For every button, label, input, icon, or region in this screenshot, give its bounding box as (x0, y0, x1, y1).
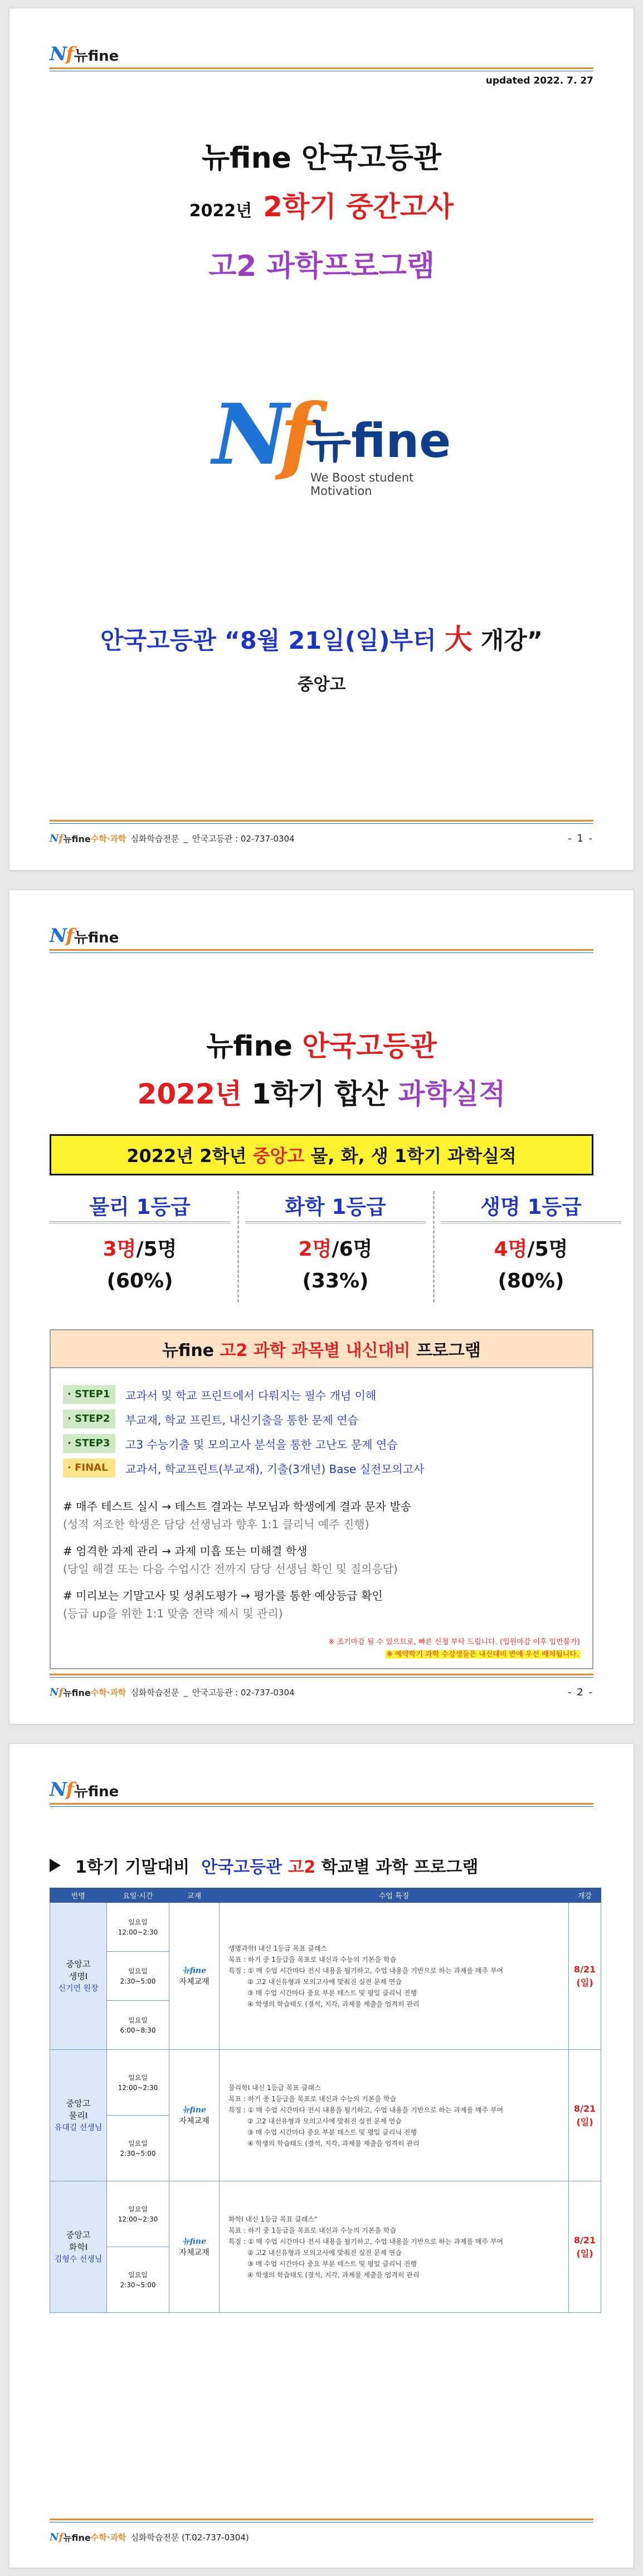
col-class: 반명 (50, 1888, 107, 1903)
step-1 (63, 1384, 376, 1405)
desc-item: ② 고2 내신유형과 모의고사에 맞춰진 실전 문제 연습 (247, 2248, 402, 2257)
brand-word-large: 뉴fine (306, 414, 451, 468)
table-row (50, 2050, 601, 2116)
time-cell (107, 2001, 169, 2050)
footer (50, 2529, 593, 2545)
class-subject: 화학Ⅰ (69, 2242, 88, 2252)
step-text: 부교재, 학교 프린트, 내신기출을 통한 문제 연습 (125, 1413, 358, 1427)
footer (50, 1684, 593, 1700)
footer-tagline: 심화학습전문 (130, 833, 179, 844)
schedule-title-grade: 고2 (288, 1858, 316, 1877)
book-name: 자체교재 (179, 1977, 210, 1986)
header-rule-blue (50, 1806, 593, 1807)
desc-item: ② 고2 내신유형과 모의고사에 맞춰진 실전 문제 연습 (247, 2117, 402, 2125)
schedule-table (50, 1888, 601, 2313)
desc-head: 생명과학Ⅰ 내신 1등급 목표 클래스 (228, 1944, 328, 1952)
stat-total: /5명 (136, 1238, 177, 1261)
stat-total: /6명 (332, 1238, 373, 1261)
logo-word: 뉴fine (74, 1783, 119, 1800)
time-range: 2:30~5:00 (120, 2281, 156, 2289)
book-name: 자체교재 (179, 2116, 210, 2126)
footer-contact: 안국고등관 : 02-737-0304 (192, 1687, 295, 1698)
class-school: 중앙고 (66, 1958, 91, 1969)
step-tag: · STEP3 (63, 1434, 115, 1453)
warning-early-close: ※ 조기마감 될 수 있으므로, 빠른 신청 부탁 드립니다. (입원마감 이후 입반불가) (328, 1638, 580, 1646)
footer-logo-word: 뉴fine (63, 2532, 91, 2543)
note-sub: (성적 저조한 학생은 담당 선생님과 향후 1:1 클리닉 예주 진행) (63, 1518, 369, 1531)
banner-school: 중앙고 (252, 1145, 305, 1167)
updated-date: updated 2022. 7. 27 (485, 75, 593, 86)
stat-hit: 4명 (494, 1238, 528, 1261)
step-2 (63, 1408, 358, 1430)
footer-rule (50, 2519, 593, 2520)
schedule-title-post: 학교별 과학 프로그램 (321, 1858, 479, 1877)
time-cell (107, 2116, 169, 2181)
open-day: (일) (576, 2116, 593, 2127)
open-date: 8/21 (573, 2234, 596, 2246)
desc-item: ③ 매 수업 시간마다 중요 부분 테스트 및 평일 클리닉 진행 (247, 2128, 417, 2136)
desc-item: ④ 학생의 학습태도 (결석, 지각, 과제물 제출을 엄격히 관리 (247, 2271, 420, 2279)
time-day: 일요일 (128, 2139, 148, 2147)
time-cell (107, 1903, 169, 1952)
stat-subject: 화학 1등급 (245, 1191, 426, 1223)
page-number: - 2 - (568, 1686, 593, 1698)
time-range: 12:00~2:30 (118, 2083, 158, 2092)
note-homework (63, 1542, 398, 1578)
time-day: 일요일 (128, 2205, 148, 2213)
col-time: 요일·시간 (107, 1888, 169, 1903)
class-school: 중앙고 (66, 2098, 91, 2108)
footer-subject: 수학·과학 (90, 2532, 126, 2543)
book-logo: 뉴fine (182, 1966, 206, 1975)
stat-divider (433, 1191, 435, 1302)
schedule-title-pre: 1학기 기말대비 (75, 1858, 190, 1877)
page-2 (9, 890, 634, 1724)
nf-logo-mark-large: Nf (212, 386, 307, 484)
school-name: 중앙고 (297, 675, 346, 694)
results-title-brand: 뉴fine (206, 1030, 293, 1062)
results-mid: 1학기 합산 (251, 1078, 388, 1110)
footer-logo-mark: Nf (50, 2531, 64, 2543)
description-cell (220, 2181, 569, 2313)
page-3 (9, 1743, 634, 2568)
stat-percent: (80%) (498, 1270, 564, 1292)
stat-count (50, 1233, 230, 1262)
time-range: 6:00~8:30 (120, 2026, 156, 2034)
class-cell (50, 2050, 107, 2181)
step-text: 교과서 및 학교 프린트에서 다뤄지는 필수 개념 이해 (125, 1388, 377, 1402)
open-date: 8/21 (573, 2103, 596, 2114)
footer-logo-word: 뉴fine (63, 1687, 91, 1698)
time-cell (107, 2247, 169, 2313)
footer-rule-blue (50, 823, 593, 824)
results-title (9, 1024, 634, 1064)
page-1 (9, 8, 634, 871)
desc-item: ③ 매 수업 시간마다 중요 부분 테스트 및 평일 클리닉 진행 (247, 1989, 417, 1997)
step-tag: · STEP2 (63, 1409, 115, 1428)
col-book: 교재 (169, 1888, 220, 1903)
step-text: 교과서, 학교프린트(부교재), 기출(3개년) Base 실전모의고사 (125, 1462, 425, 1476)
page-number: - 1 - (568, 832, 593, 844)
page-title: 뉴fine 안국고등관 (201, 142, 442, 175)
time-cell (107, 1952, 169, 2001)
note-sub: (등급 up을 위한 1:1 맞춤 전략 제시 및 관리) (63, 1607, 283, 1620)
opening-text: 안국고등관 “8월 21일(일)부터 (100, 627, 436, 655)
warning-priority-text: ※ 예약학기 과학 수강생들은 내신대비 반에 우선 배치됩니다. (386, 1650, 579, 1659)
footer-rule (50, 1674, 593, 1675)
brand-logo-large (212, 386, 457, 498)
footer-subject: 수학·과학 (90, 1687, 126, 1698)
time-cell (107, 2181, 169, 2247)
header-logo (50, 43, 119, 65)
stat-count (245, 1233, 426, 1262)
class-subject: 물리Ⅰ (69, 2110, 88, 2121)
stat-percent: (60%) (106, 1270, 173, 1292)
header-logo (50, 1778, 119, 1801)
col-open: 개강 (569, 1888, 601, 1903)
footer-logo-word: 뉴fine (63, 833, 91, 844)
open-cell (569, 2050, 601, 2181)
open-cell (569, 2181, 601, 2313)
desc-feature: 특징 : ① 매 수업 시간마다 전시 내용을 될기하고, 수업 내용을 기반으로 하는 과제를 매주 부여 (228, 1966, 504, 1975)
desc-feature: 특징 : ① 매 수업 시간마다 전시 내용을 될기하고, 수업 내용을 기반으로 하는 과제를 매주 부여 (228, 2106, 504, 2114)
banner-pre: 2022년 2학년 (126, 1145, 247, 1167)
program-title-pre: 뉴fine (162, 1341, 215, 1360)
stat-physics (50, 1191, 230, 1302)
warning-priority (386, 1648, 580, 1659)
note-head: # 매주 테스트 실시 → 테스트 결과는 부모님과 학생에게 결과 문자 발송 (63, 1500, 412, 1513)
book-cell (169, 1903, 220, 2050)
note-head: # 엄격한 과제 관리 → 과제 미흡 또는 미해결 학생 (63, 1544, 308, 1558)
book-name: 자체교재 (179, 2248, 210, 2257)
results-year: 2022년 (137, 1078, 242, 1110)
schedule-title (50, 1853, 478, 1878)
stat-subject: 물리 1등급 (50, 1191, 230, 1223)
description-cell (220, 2050, 569, 2181)
triangle-bullet-icon (50, 1859, 61, 1872)
step-tag: · STEP1 (63, 1385, 115, 1404)
desc-item: ② 고2 내신유형과 모의고사에 맞춰진 실전 문제 연습 (247, 1977, 402, 1986)
book-cell (169, 2181, 220, 2313)
open-day: (일) (576, 2248, 593, 2259)
time-range: 2:30~5:00 (120, 1977, 156, 1985)
term-name: 2학기 중간고사 (263, 191, 454, 223)
nf-logo-mark: Nf (50, 925, 73, 947)
time-day: 일요일 (128, 1918, 148, 1926)
class-school: 중앙고 (66, 2229, 91, 2240)
book-cell (169, 2050, 220, 2181)
table-row (50, 1903, 601, 1952)
opening-suffix: 개강” (480, 627, 543, 655)
header-rule-blue (50, 952, 593, 953)
desc-item: ④ 학생의 학습태도 (결석, 지각, 과제물 제출을 엄격히 관리 (247, 2000, 420, 2008)
open-day: (일) (576, 1977, 593, 1988)
term-title (9, 184, 634, 225)
class-teacher: 신기연 원장 (58, 1984, 99, 1993)
desc-feature: 특징 : ① 매 수업 시간마다 전시 내용을 될기하고, 수업 내용을 기반으로 하는 과제를 매주 부여 (228, 2237, 504, 2246)
open-cell (569, 1903, 601, 2050)
time-day: 일요일 (128, 2271, 148, 2279)
logo-word: 뉴fine (74, 930, 119, 946)
note-sub: (당일 해결 또는 다음 수업시간 전까지 담당 선생님 확인 및 질의응답) (63, 1562, 398, 1576)
footer-separator: _ (183, 833, 188, 843)
step-text: 고3 수능기출 및 모의고사 분석을 통한 고난도 문제 연습 (125, 1437, 398, 1451)
header-rule (50, 67, 593, 69)
footer-subject: 수학·과학 (90, 833, 126, 844)
program-box (50, 1329, 593, 1669)
col-features: 수업 특징 (220, 1888, 569, 1903)
desc-head: 물리학Ⅰ 내신 1등급 목표 클래스 (228, 2083, 321, 2092)
stat-subject: 생명 1등급 (441, 1191, 621, 1223)
brand-slogan: We Boost student Motivation (310, 471, 414, 498)
schedule-title-branch: 안국고등관 (201, 1858, 282, 1877)
results-subtitle (9, 1072, 634, 1112)
time-day: 일요일 (128, 2016, 148, 2024)
program-title-post: 프로그램 (416, 1341, 481, 1360)
note-head: # 미리보는 기말고사 및 성취도평가 → 평가를 통한 예상등급 확인 (63, 1589, 383, 1602)
time-day: 일요일 (128, 1967, 148, 1975)
desc-head: 화학Ⅰ 내신 1등급 목표 클래스" (228, 2215, 318, 2223)
class-cell (50, 1903, 107, 2050)
footer-rule-blue (50, 1677, 593, 1678)
footer (50, 830, 593, 847)
time-range: 2:30~5:00 (120, 2149, 156, 2157)
desc-item: ④ 학생의 학습태도 (결석, 지각, 과제물 제출을 엄격히 관리 (247, 2139, 420, 2147)
step-3 (63, 1433, 398, 1454)
footer-separator: _ (183, 1687, 188, 1697)
note-preview-exam (63, 1587, 383, 1622)
stat-total: /5명 (527, 1238, 568, 1261)
open-date: 8/21 (573, 1963, 596, 1975)
table-header-row (50, 1888, 601, 1903)
class-subject: 생명Ⅰ (69, 1971, 88, 1981)
footer-contact: 안국고등관 : 02-737-0304 (192, 833, 295, 844)
class-teacher: 유대길 선생님 (54, 2123, 103, 2132)
nf-logo-mark: Nf (50, 1778, 73, 1801)
time-range: 12:00~2:30 (118, 1928, 158, 1936)
stat-divider (237, 1191, 239, 1302)
program-title: 고2 과학프로그램 (208, 250, 435, 283)
program-title-red: 고2 과학 과목별 내신대비 (220, 1341, 411, 1360)
book-logo: 뉴fine (182, 2105, 206, 2115)
results-title-branch: 안국고등관 (302, 1030, 437, 1062)
stat-biology (441, 1191, 621, 1302)
table-row (50, 2181, 601, 2247)
footer-contact: 심화학습전문 (T.02-737-0304) (130, 2532, 249, 2543)
desc-item: ③ 매 수업 시간마다 중요 부분 테스트 및 평일 클리닉 진행 (247, 2259, 417, 2268)
footer-tagline: 심화학습전문 (130, 1687, 179, 1698)
time-day: 일요일 (128, 2073, 148, 2082)
opening-big-char: 大 (444, 623, 472, 655)
header-rule (50, 1803, 593, 1805)
footer-rule (50, 820, 593, 822)
header-logo (50, 925, 119, 947)
stat-hit: 2명 (298, 1238, 332, 1261)
opening-announcement (9, 617, 634, 657)
results-end: 과학실적 (398, 1078, 506, 1110)
step-tag: · FINAL (63, 1459, 115, 1477)
term-year: 2022년 (189, 201, 252, 221)
logo-word: 뉴fine (74, 48, 119, 65)
stat-count (441, 1233, 621, 1262)
stat-hit: 3명 (103, 1238, 137, 1261)
class-cell (50, 2181, 107, 2313)
footer-logo-mark: Nf (50, 1686, 64, 1698)
time-cell (107, 2050, 169, 2116)
program-header (51, 1330, 592, 1368)
desc-goal: 목표 : 하기 중 1등급을 목표로 내신과 수능의 기본을 학습 (228, 2094, 397, 2103)
results-banner (50, 1134, 593, 1175)
grade-stats (50, 1191, 593, 1302)
stat-percent: (33%) (302, 1270, 369, 1292)
desc-goal: 목표 : 하기 중 1등급을 목표로 내신과 수능의 기본을 학습 (228, 1955, 397, 1963)
stat-chemistry (245, 1191, 426, 1302)
description-cell (220, 1903, 569, 2050)
nf-logo-mark: Nf (50, 43, 73, 65)
step-final (63, 1457, 425, 1479)
banner-post: 물, 화, 생 1학기 과학실적 (310, 1145, 517, 1167)
book-logo: 뉴fine (182, 2237, 206, 2246)
header-rule (50, 949, 593, 951)
desc-goal: 목표 : 하기 중 1등급을 목표로 내신과 수능의 기본을 학습 (228, 2226, 397, 2234)
footer-logo-mark: Nf (50, 832, 64, 844)
note-weekly-test (63, 1498, 411, 1533)
time-range: 12:00~2:30 (118, 2215, 158, 2223)
class-teacher: 김형수 선생님 (54, 2254, 103, 2264)
